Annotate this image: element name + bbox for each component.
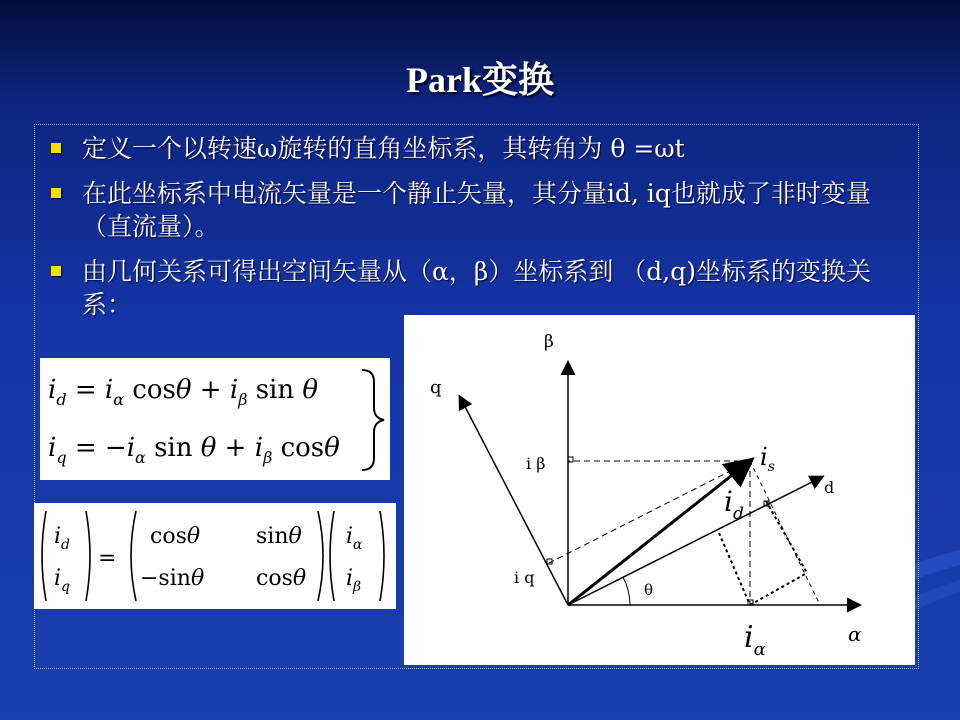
bullet-item <box>48 132 912 165</box>
svg-text:iβ: $i_\beta$ <box>346 566 362 595</box>
matrix-equation <box>34 503 396 609</box>
svg-text:=: = <box>98 546 117 571</box>
is-vector <box>568 461 750 605</box>
theta-label: θ <box>644 581 654 599</box>
bullet-square-icon <box>51 188 61 198</box>
id-label: $i_d$ <box>724 485 744 524</box>
slide-title: Park变换 <box>406 60 554 100</box>
bullet-item <box>48 255 912 321</box>
svg-text:iα: $i_\alpha$ <box>346 524 363 553</box>
d-axis-label: d <box>824 478 835 497</box>
right-brace <box>362 370 384 470</box>
eq1-line1: $i_d = i_\alpha$ $\cos\theta + i_\beta$ sin θ <box>48 375 319 409</box>
ibeta-label: i β <box>526 454 546 473</box>
bullet-square-icon <box>51 143 61 153</box>
svg-text:id: $i_d$ <box>54 524 71 553</box>
beta-axis-label: β <box>544 332 554 352</box>
alpha-axis-label: α <box>848 622 862 646</box>
transform-equations <box>40 358 390 480</box>
svg-text:−sinθ: −sinθ <box>140 566 205 591</box>
svg-text:cosθ: cosθ <box>256 566 307 591</box>
iq-label: i q <box>514 568 535 587</box>
bullet-list <box>48 132 912 333</box>
bullet-square-icon <box>51 266 61 276</box>
bullet-text: 由几何关系可得出空间矢量从（α，β）坐标系到 （d,q)坐标系的变换关系： <box>82 257 871 319</box>
bullet-item <box>48 177 912 243</box>
bullet-text: 定义一个以转速ω旋转的直角坐标系，其转角为 θ =ωt <box>82 134 685 163</box>
svg-text:iq: $i_q$ <box>54 566 71 595</box>
park-vector-diagram <box>404 315 915 665</box>
ialpha-label: $i_\alpha$ <box>744 620 766 660</box>
svg-text:cosθ: cosθ <box>150 524 201 549</box>
eq1-line2: $i_q = -i_\alpha$ $\sin \theta + i_\beta$ cosθ <box>48 433 340 467</box>
svg-text:sinθ: sinθ <box>256 524 302 549</box>
bullet-text: 在此坐标系中电流矢量是一个静止矢量，其分量id, iq也就成了非时变量（直流量）。 <box>82 179 871 241</box>
is-label: $i_s$ <box>760 443 775 475</box>
q-axis-label: q <box>430 377 442 398</box>
